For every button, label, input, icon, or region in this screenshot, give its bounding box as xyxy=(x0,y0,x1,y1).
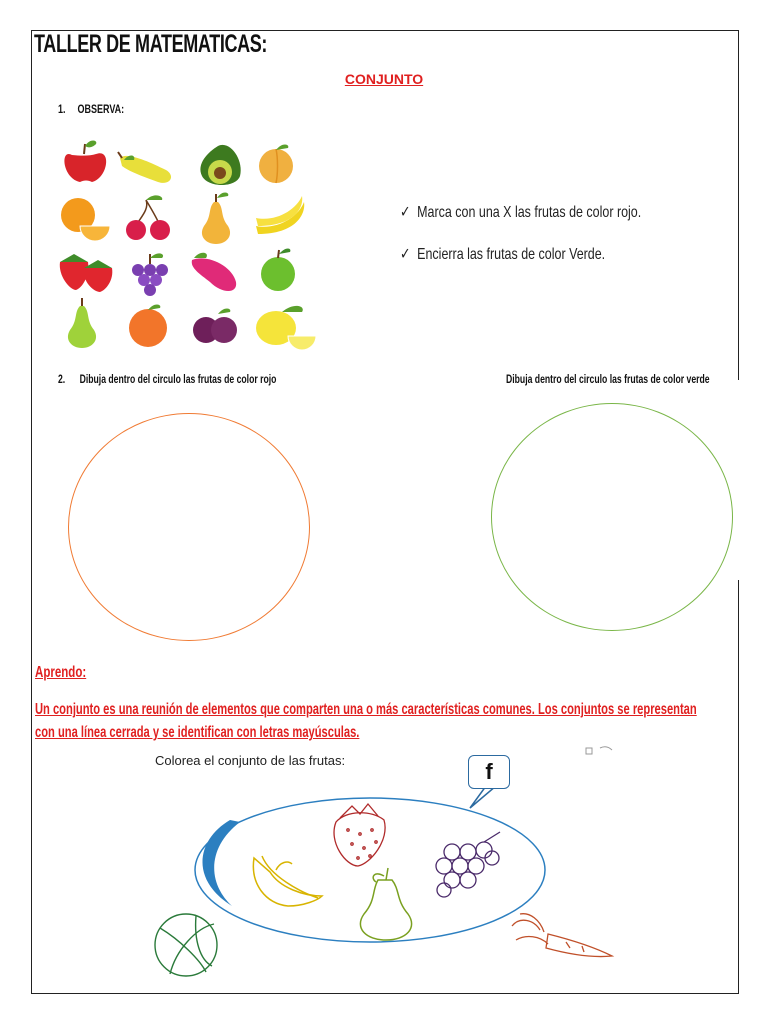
topic-title: CONJUNTO xyxy=(344,71,424,87)
worksheet-title: TALLER DE MATEMATICAS: xyxy=(34,30,268,58)
question-2-left-label: Dibuja dentro del circulo las frutas de color rojo xyxy=(79,372,277,386)
speech-bubble-tail xyxy=(470,786,496,808)
set-label-bubble: f xyxy=(468,755,510,789)
decorative-marks xyxy=(586,747,612,754)
carrot-outline-icon[interactable] xyxy=(512,914,612,957)
pear-outline-icon[interactable] xyxy=(360,868,411,940)
instruction-text: Marca con una X las frutas de color rojo. xyxy=(417,204,642,221)
strawberry-outline-icon[interactable] xyxy=(334,804,385,866)
question-1-label: OBSERVA: xyxy=(77,102,125,116)
question-1-number: 1. xyxy=(58,102,66,116)
instruction-text: Encierra las frutas de color Verde. xyxy=(417,246,606,263)
learn-definition: Un conjunto es una reunión de elementos que comparten una o más características comunes. Los conjuntos se representan con una línea cerrada y se identifican con letras mayúsculas. xyxy=(35,701,697,741)
learn-heading: Aprendo: xyxy=(35,664,87,681)
fruit-set-ellipse[interactable] xyxy=(195,798,545,942)
banana-outline-icon[interactable] xyxy=(253,856,322,906)
grapes-outline-icon[interactable] xyxy=(436,832,500,897)
checkmark-icon: ✓ xyxy=(400,204,411,221)
question-2-right-label: Dibuja dentro del circulo las frutas de color verde xyxy=(506,372,710,386)
checkmark-icon: ✓ xyxy=(400,246,411,263)
coloring-prompt: Colorea el conjunto de las frutas: xyxy=(155,753,346,768)
ball-outline-icon[interactable] xyxy=(155,914,217,976)
question-2-number: 2. xyxy=(58,372,66,386)
